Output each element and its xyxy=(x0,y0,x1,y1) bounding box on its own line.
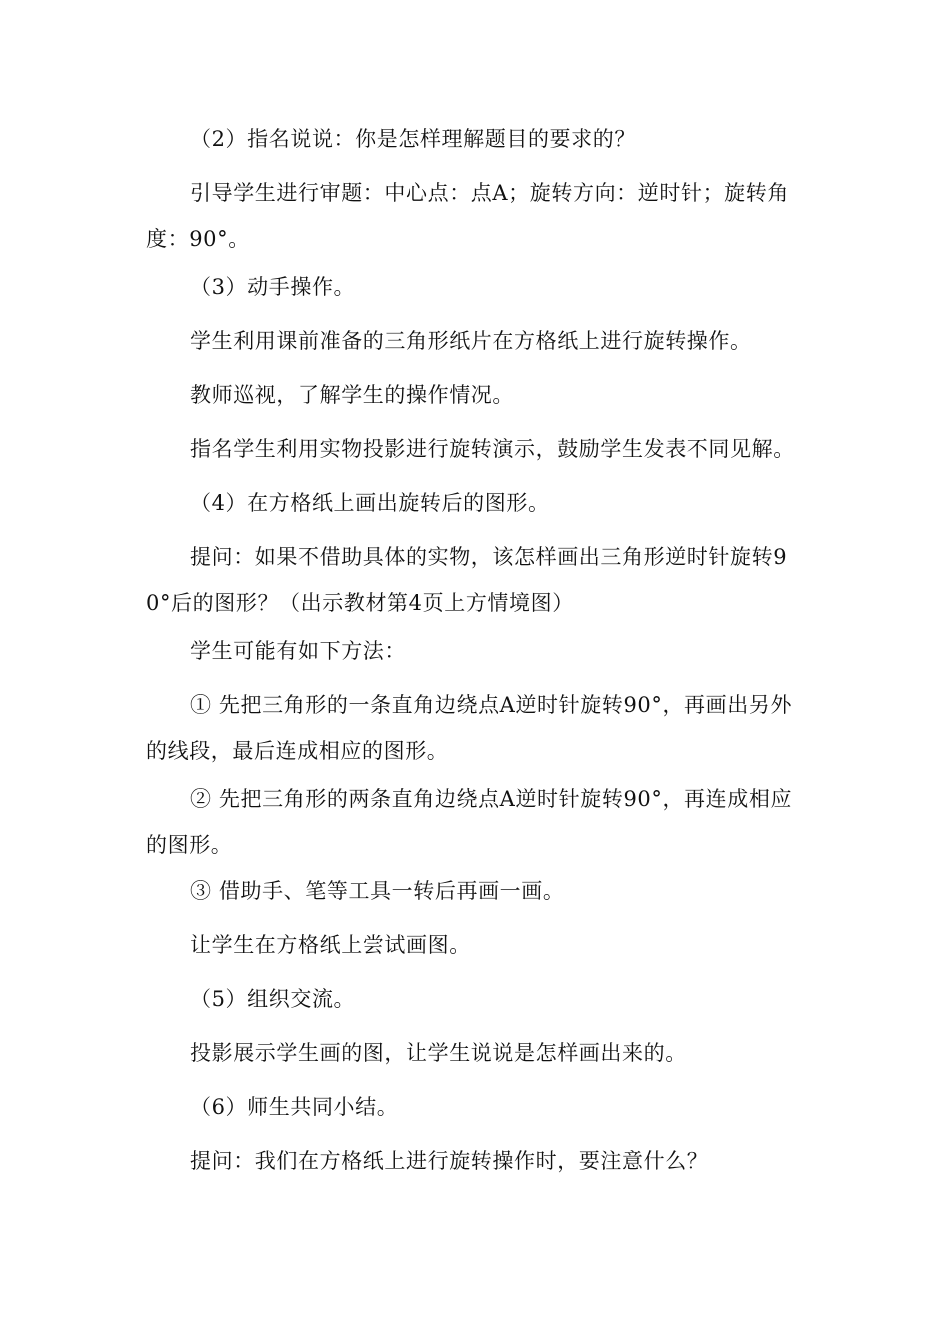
paragraph-question-attention: 提问：我们在方格纸上进行旋转操作时，要注意什么？ xyxy=(190,1149,709,1173)
paragraph-teacher-patrol: 教师巡视，了解学生的操作情况。 xyxy=(190,383,514,407)
paragraph-projection-demo: 指名学生利用实物投影进行旋转演示，鼓励学生发表不同见解。 xyxy=(190,437,795,461)
paragraph-try-drawing: 让学生在方格纸上尝试画图。 xyxy=(190,933,471,957)
paragraph-student-operation: 学生利用课前准备的三角形纸片在方格纸上进行旋转操作。 xyxy=(190,329,752,353)
paragraph-step-3: （3）动手操作。 xyxy=(190,275,356,299)
paragraph-step-5: （5）组织交流。 xyxy=(190,987,356,1011)
paragraph-step-2: （2）指名说说：你是怎样理解题目的要求的？ xyxy=(190,127,636,151)
paragraph-projection-share: 投影展示学生画的图，让学生说说是怎样画出来的。 xyxy=(190,1041,687,1065)
paragraph-method-2: ② 先把三角形的两条直角边绕点A逆时针旋转90°，再连成相应的图形。 xyxy=(146,787,793,857)
paragraph-method-3: ③ 借助手、笔等工具一转后再画一画。 xyxy=(190,879,565,903)
paragraph-question-draw: 提问：如果不借助具体的实物，该怎样画出三角形逆时针旋转90°后的图形？（出示教材第4页上方情境图） xyxy=(146,545,788,615)
paragraph-step-4: （4）在方格纸上画出旋转后的图形。 xyxy=(190,491,550,515)
paragraph-method-1: ① 先把三角形的一条直角边绕点A逆时针旋转90°，再画出另外的线段，最后连成相应的图形。 xyxy=(146,693,793,763)
paragraph-review-guidance: 引导学生进行审题：中心点：点A；旋转方向：逆时针；旋转角度：90°。 xyxy=(146,181,789,251)
paragraph-step-6: （6）师生共同小结。 xyxy=(190,1095,399,1119)
paragraph-possible-methods: 学生可能有如下方法： xyxy=(190,639,406,663)
